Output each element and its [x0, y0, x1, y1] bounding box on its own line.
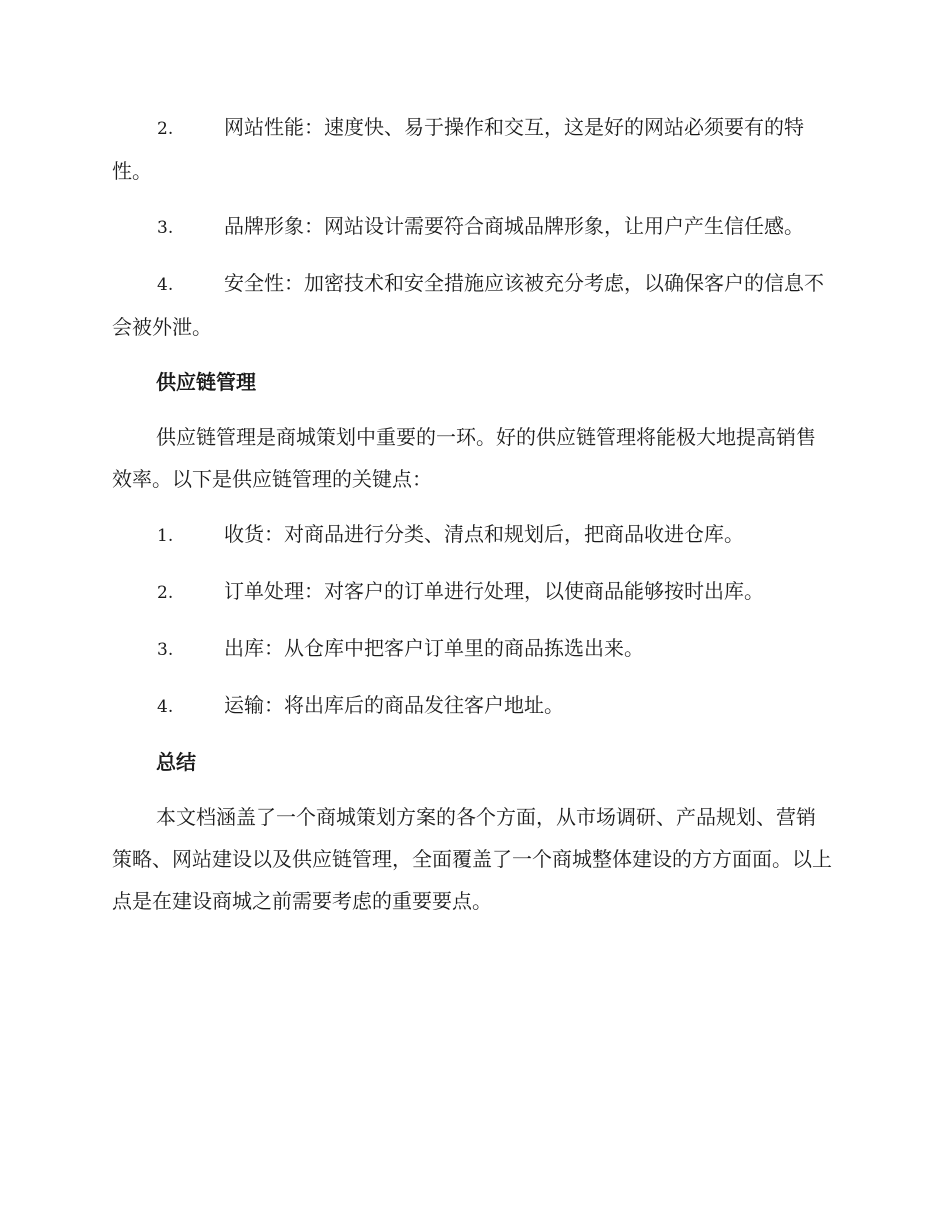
- list-item-supply-1: [112, 513, 834, 557]
- summary-paragraph: 本文档涵盖了一个商城策划方案的各个方面，从市场调研、产品规划、营销策略、网站建设以及供应链管理，全面覆盖了一个商城整体建设的方方面面。以上点是在建设商城之前需要考虑的重要要点。: [112, 805, 832, 913]
- list-number: 2.: [157, 583, 174, 603]
- list-number: 4.: [157, 275, 174, 295]
- list-number: 3.: [157, 218, 174, 238]
- list-item-supply-4: [112, 684, 834, 728]
- list-number: 1.: [157, 526, 174, 546]
- supply-chain-intro: 供应链管理是商城策划中重要的一环。好的供应链管理将能极大地提高销售效率。以下是供应链管理的关键点：: [112, 425, 816, 491]
- list-text: 出库：从仓库中把客户订单里的商品拣选出来。: [224, 636, 644, 660]
- list-item-site-3: [112, 205, 834, 249]
- list-text: 网站性能：速度快、易于操作和交互，这是好的网站必须要有的特性。: [112, 115, 804, 183]
- list-text: 品牌形象：网站设计需要符合商城品牌形象，让用户产生信任感。: [224, 214, 804, 238]
- list-item-site-2: [112, 106, 834, 192]
- document-content: [112, 106, 834, 935]
- list-number: 2.: [157, 119, 174, 139]
- list-text: 订单处理：对客户的订单进行处理，以使商品能够按时出库。: [224, 579, 764, 603]
- section-heading-supply-chain: 供应链管理: [156, 370, 256, 394]
- list-text: 运输：将出库后的商品发往客户地址。: [224, 693, 564, 717]
- list-item-supply-2: [112, 570, 834, 614]
- list-text: 收货：对商品进行分类、清点和规划后，把商品收进仓库。: [224, 522, 744, 546]
- section-heading-summary: 总结: [156, 750, 196, 774]
- list-item-site-4: [112, 262, 834, 348]
- list-item-supply-3: [112, 627, 834, 671]
- list-number: 3.: [157, 640, 174, 660]
- list-text: 安全性：加密技术和安全措施应该被充分考虑，以确保客户的信息不会被外泄。: [112, 271, 824, 339]
- list-number: 4.: [157, 697, 174, 717]
